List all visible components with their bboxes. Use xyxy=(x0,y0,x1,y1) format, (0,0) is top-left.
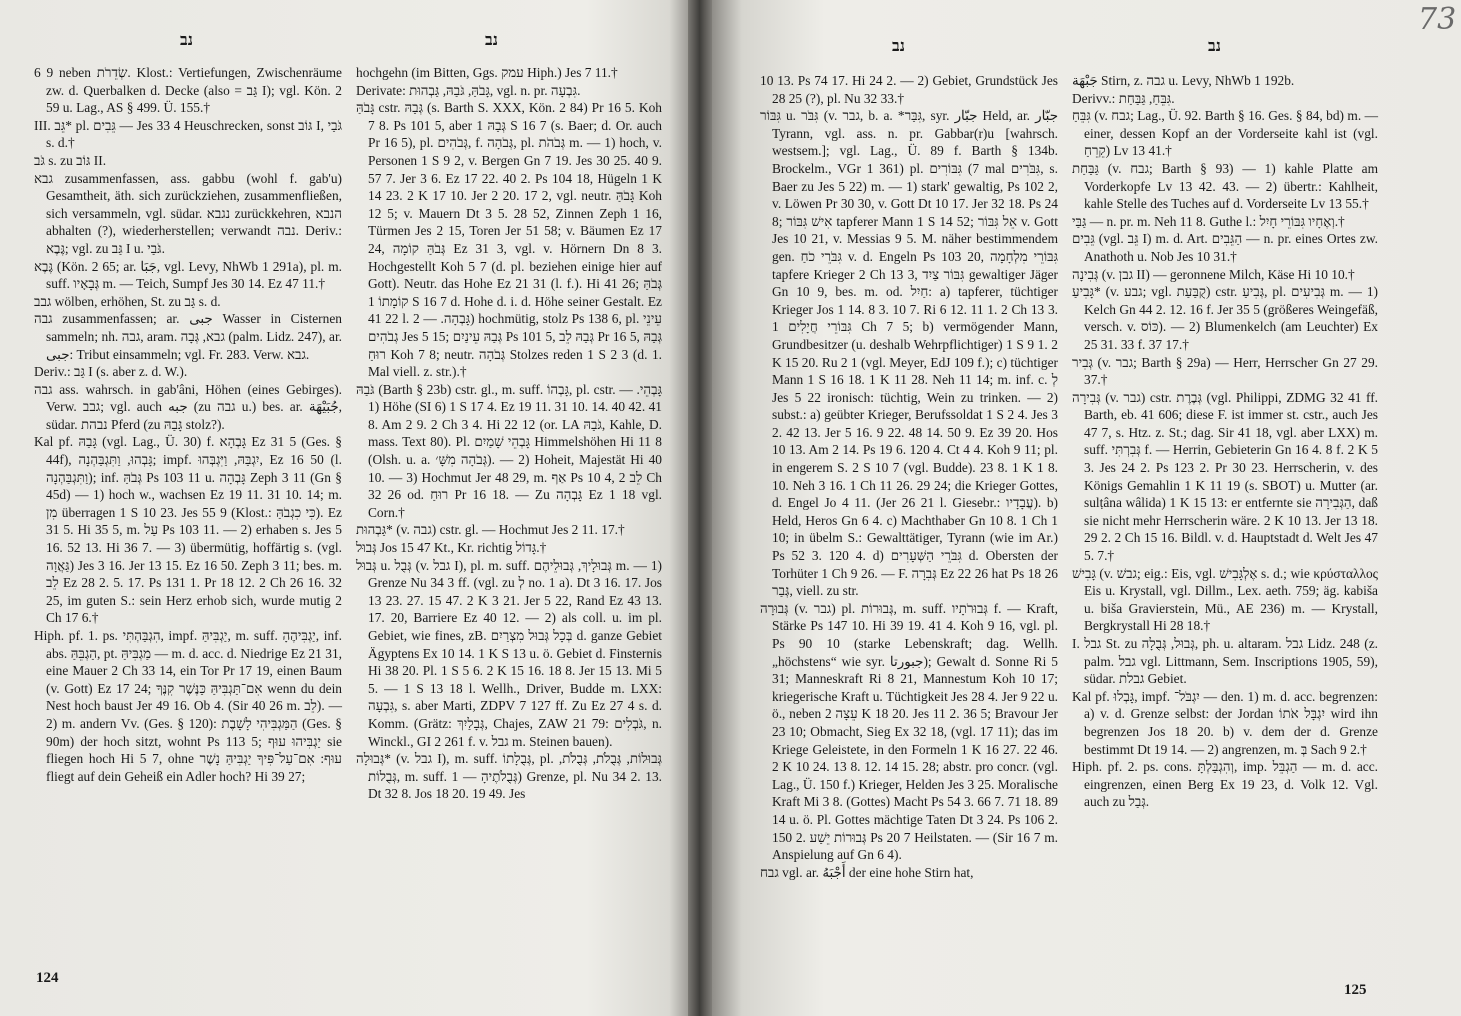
dictionary-entry: גבח vgl. ar. أَجْبَهُ der eine hohe Stirn hat, xyxy=(760,864,974,880)
page-number: 124 xyxy=(36,970,59,986)
dictionary-entry: גָּבִיעַ* (v. גבע; vgl. קֻבַּעַת) cstr. גְּבִיעַ, pl. גְּבִיעִים m. — 1) Kelch Gn 44 2. 12. 16 f. Jer 35 5 (größeres Weingefäß, versch. v. כּוֹס). — 2) Blumenkelch (am Leuchter) Ex 25 31. 33 f. 37 17.† xyxy=(1072,284,1378,352)
dictionary-entry: גְּבִינָה (v. גבן II) — geronnene Milch, Käse Hi 10 10.† xyxy=(1072,266,1355,282)
dictionary-entry: 10 13. Ps 74 17. Hi 24 2. — 2) Gebiet, Grundstück Jes 28 25 (?), pl. Nu 32 33.† xyxy=(760,73,1058,106)
dictionary-entry: גבה zusammenfassen; ar. جبى Wasser in Cisternen sammeln; nh. גבה, aram. גבא, גְּבָה (palm. Lidz. 247), ar. جبى: Tribut einsammeln; vgl. Fr. 283. Verw. גבא. xyxy=(34,311,343,362)
dictionary-entry: גַּבְהוּת* (v. גבה) cstr. gl. — Hochmut Jes 2 11. 17.† xyxy=(356,522,625,538)
dictionary-entry: III. גֵּב* pl. גֵּבִים — Jes 33 4 Heuschrecken, sonst גּוֹב I, גֹּבַי s. d.† xyxy=(34,117,342,151)
dictionary-entry: גֹּב s. zu גּוֹב II. xyxy=(34,152,107,168)
dictionary-entry: גבב wölben, erhöhen, St. zu גַּב s. d. xyxy=(34,293,221,309)
handwritten-page-note: 73 xyxy=(1418,2,1457,37)
column-1 xyxy=(34,64,342,785)
column-4 xyxy=(1072,72,1378,811)
dictionary-entry: גְּבוּל u. גְּבֻל (v. גבל I), pl. m. suff. גְּבוּלָיךְ, גְּבוּלֵיהֶם m. — 1) Grenze Nu 34 3 ff. (vgl. zu לְ no. 1 a). Dt 3 16. 17. Jos 13 23. 27. 15 47. 2 K 3 21. Jer 5 22, Rand Ez 43 13. 17. 20, Barriere Ez 40 12. — 2) als coll. u. im pl. Gebiet, wie fines, zB. בְּכָל גְּבוּל מִצְרַיִם d. ganze Gebiet Ägyptens Ex 10 14. 1 K S 13 u. ö. Gebiet d. Finsternis Hi 38 20. Pl. 1 S 5 6. 2 K 15 16. 18 8. Jer 15 13. Mi 5 5. — 1 S 13 18 l. Wellh., Driver, Budde m. LXX: גִּבְעָה, s. aber Marti, ZDPV 7 127 ff. Zu Ez 27 4 s. d. Komm. (Grätz: גְּבָלַיִךְ, Chajes, ZAW 21 79: גֹּבְלִים, n. Winckl., GI 2 261 f. v. גבל m. Steinen bauen). xyxy=(356,557,663,749)
dictionary-entry: Hiph. pf. 2. ps. cons. וְהִגְבַּלְתָּ, imp. הַגְבֵּל — m. d. acc. eingrenzen, einen Berg Ex 19 23, d. Volk 12. Vgl. auch zu גְּבַל. xyxy=(1072,759,1379,810)
running-header: נב xyxy=(485,32,498,49)
dictionary-entry: גֹּבַהּ (Barth § 23b) cstr. gl., m. suff. גָּבְהוֹ, pl. cstr. גָּבְהֵי. — 1) Höhe (SI 6) 1 S 17 4. Ez 19 11. 31 10. 14. 40 42. 41 8. Am 2 9. 2 Ch 3 4. Hi 22 12 (or. LA גֹּבַהּ, Kahle, D. mass. Text 80). Pl. גָּבְהֵי שָׁמַיִם Himmelshöhen Hi 11 8 (Olsh. u. a. גְּבֹהָה מִשָּׁ׳). — 2) Hoheit, Majestät Hi 40 10. — 3) Hochmut Jer 48 29, m. אַף Ps 10 4, לֵב 2 Ch 32 26 od. רוּחַ Pr 16 18. — Zu גָּבְהָה Ez 1 18 vgl. Corn.† xyxy=(356,381,663,520)
dictionary-entry: جَبْهَة Stirn, z. גבה u. Levy, NhWb 1 192b. xyxy=(1072,73,1295,88)
dictionary-entry: 6 9 neben שְׂדֵרֹת. Klost.: Vertiefungen, Zwischenräume zw. d. Querbalken d. Decke (also = גַּב I); vgl. Kön. 2 59 u. Lag., AS § 499. Ü. 155.† xyxy=(34,65,343,116)
dictionary-entry: Hiph. pf. 1. ps. הִגְבַּהְתִּי, impf. יַגְבִּיהַּ, m. suff. יַגְבִּיהֶהָ, inf. abs. הַגְבֵּהַּ, pt. מַגְבִּיהַּ — m. d. acc. d. Niedrige Ez 21 31, eine Mauer 2 Ch 33 14, ein Tor Pr 17 19, einen Baum (v. Gott) Ez 17 24; אִם־תַּגְבִּיהַּ כַּנֶּשֶׁר קִנֶּךָ wenn du dein Nest hoch baust Jer 49 16. Ob 4. (Sir 40 26 m. לֵב). — 2) m. andern Vv. (Ges. § 120): הַמַּגְבִּיהִי לָשָׁבֶת (Ges. § 90m) der hoch sitzt, wohnt Ps 113 5; יַגְבִּיהוּ עוּף sie fliegen hoch Hi 5 7, ohne עוּף: אִם־עַל־פִּיךָ יַגְבִּיהַּ נָשֶׁר fliegt auf dein Geheiß ein Adler hoch? Hi 39 27; xyxy=(34,628,343,784)
running-header: נב xyxy=(1208,38,1221,55)
dictionary-entry: גבא zusammenfassen, ass. gabbu (wohl f. gab'u) Gesamtheit, äth. sich zurückziehen, zusammenfließen, sich versammeln, vgl. südar. נגבא zurückkehren, הנבא abhalten (?), wiederherstellen; verwandt נבה. Deriv.: גֶּבֶא; vgl. zu גַּב I u. גֹּבַי. xyxy=(34,170,342,256)
running-header: נב xyxy=(892,38,905,55)
dictionary-entry: hochgehn (im Bitten, Ggs. עמק Hiph.) Jes 7 11.† xyxy=(356,65,618,80)
dictionary-entry: Kal pf. גָּבְלוּ, impf. יִגְבֹּל־ — den. 1) m. d. acc. begrenzen: a) v. d. Grenze selbst: der Jordan יִגְבָּל אֹתוֹ wird ihn begrenzen Jos 18 20. b) v. dem der d. Grenze bestimmt Dt 19 14. — 2) angrenzen, m. בְּ Sach 9 2.† xyxy=(1072,688,1378,757)
page-number: 125 xyxy=(1344,982,1367,998)
dictionary-entry: גָּבֹהַּ cstr. גְּבַהּ (s. Barth S. XXX, Kön. 2 84) Pr 16 5. Koh 7 8. Ps 101 5, aber גְּבַהּ 1 S 16 7 (s. Baer; d. Or. auch Pr 16 5), pl. גְּבֹהִים, f. גְּבֹהָה, pl. גְּבֹהֹת m. — 1) hoch, v. Personen 1 S 9 2, v. Bergen Gn 7 19. Jes 30 25. 40 9. 57 7. Jer 3 6. Ez 17 22. 40 2. Ps 104 18, Hügeln 1 K 14 23. 2 K 17 10. Jer 2 20. 17 2, vgl. neutr. גָּבֹהַּ Koh 12 5; v. Mauern Dt 3 5. 28 52, Zinnen Zeph 1 16, Türmen Jes 2 15, Toren Jer 51 58; v. Bäumen Ez 17 24, גְּבֹהַּ קוֹמָה Ez 31 3, vgl. v. Hörnern Dn 8 3. Hochgestellt Koh 5 7 (d. pl. beziehen einige hier auf Gott). Neutr. das Hohe Ez 21 31 (l. f.). Hi 41 26; גְּבֹהַּ קוֹמָתוֹ 1 S 16 7 d. Hohe d. i. d. Höhe seiner Gestalt. Ez 41 22 l. גָּבְהָה. — 2) hochmütig, stolz Ps 138 6, pl. עֵינֵי גְבֹהִים Jes 5 15; גְּבַהּ עֵינַיִם Ps 101 5, גְּבַהּ לֵב Pr 16 5, גְּבַהּ רוּחַ Koh 7 8; neutr. גְּבֹהָה Stolzes reden 1 S 2 3 (d. 1. Mal viell. z. str.).† xyxy=(356,100,663,380)
dictionary-entry: גְּבוּרָה (v. גבר) pl. גְּבוּרוֹת, m. suff. גְּבוּרֹתָיו f. — Kraft, Stärke Ps 147 10. Hi 39 19. 41 4. Koh 9 16, vgl. pl. Ps 90 10 (starke Lebenskraft; dag. Wellh. „höchstens“ wie syr. جبورتا); Gewalt d. Sonne Ri 5 31; Manneskraft Ri 8 21, Mannestum Koh 10 17; kriegerische Kraft u. Tüchtigkeit Jes 28 4. Jer 9 22 u. ö., neben עֵצָה 2 K 18 20. Jes 11 2. 36 5; Bravour Jer 23 10; Obmacht, Sieg Ex 32 18, (vgl. 17 11); das im Kriege Geleistete, in den Formeln 1 K 16 27. 22 46. 2 K 10 24. 13 8. 12. 14 15. 28; abstr. pro concr. (vgl. Lag., Ü. 150 f.) Krieger, Helden Jes 3 25. Moralische Kraft Mi 3 8. (Gottes) Macht Ps 54 3. 66 7. 71 18. 89 14 u. ö. Pl. Gottes mächtige Taten Dt 3 24. Ps 106 2. 150 2. גְּבוּרוֹת יֵשַׁע Ps 20 7 Heilstaten. — (Sir 16 7 m. Anspielung auf Gn 6 4). xyxy=(760,600,1059,863)
dictionary-entry: I. גבל St. zu גְּבוּל, גְּבֻלָה, ph. u. altaram. גבל Lidz. 248 (z. palm. גבל vgl. Littmann, Sem. Inscriptions 1905, 59), südar. גבלת Gebiet. xyxy=(1072,636,1379,687)
dictionary-entry: Derivv.: גִּבֵּחַ, גַּבַּחַת. xyxy=(1072,90,1175,106)
dictionary-entry: גַּבַּחַת (v. גבח; Barth § 93) — 1) kahle Platte am Vorderkopfe Lv 13 42. 43. — 2) übertr.: Kahlheit, kahle Stelle des Tuches auf d. Vorderseite Lv 13 55.† xyxy=(1072,160,1378,212)
dictionary-entry: גְּבוּלָה* (v. גבל I), m. suff. גְּבֻלָתוֹ, pl. גְּבוּלוֹת, גְּבֻלֹת, גְּבֻלֹת, גְּבֻלוֹת, m. suff. גְּבֻלֹתֶיהָ — 1) Grenze, pl. Nu 34 2. 13. Dt 32 8. Jos 18 20. 19 49. Jes xyxy=(356,751,662,802)
dictionary-entry: גבה ass. wahrsch. in gab'âni, Höhen (eines Gebirges). Verw. גבב; vgl. auch جبه (zu גבה u.) bes. ar. جُبَيْهَة, südar. נבהת Pferd (zu גָּבַהּ stolz?). xyxy=(34,381,342,432)
dictionary-entry: Derivate: גָּבֹהַּ, גֹּבַהּ, גַּבְהוּת, vgl. n. pr. גִּבְעָה. xyxy=(356,82,581,98)
running-header: נב xyxy=(180,32,193,49)
dictionary-entry: גֵּבִים (vgl. גֵּב I) m. d. Art. הַגֵּבִים — n. pr. eines Ortes zw. Anathoth u. Nob Jes 10 31.† xyxy=(1072,231,1378,264)
dictionary-entry: גֶּבֶא (Kön. 2 65; ar. جَبَا, vgl. Levy, NhWb 1 291a), pl. m. suff. גְּבָאָיו m. — Teich, Sumpf Jes 30 14. Ez 47 11.† xyxy=(34,258,342,292)
dictionary-entry: גְּבִירָה (v. גבר) cstr. גְּבֶרֶת (vgl. Philippi, ZDMG 32 41 ff. Barth, eb. 41 606; diese F. ist immer st. cstr., auch Jes 47 7, s. Htz. z. St.; dag. Sir 41 18, vgl. aber LXX) m. suff. גְּבִרְתִּי f. — Herrin, Gebieterin Gn 16 4. 8 f. 2 K 5 3. Jes 24 2. Ps 123 2. Pr 30 23. Herrscherin, v. des Königs Gemahlin 1 K 11 19 (s. SBOT) u. Mutter (ar. sulṭâna wâlida) 1 K 15 13: er entfernte sie הַגְּבִירָה, daß sie nicht mehr Herrscherin wäre. 2 K 10 13. Jer 13 18. 29 2. 2 Ch 15 16. Bildl. v. d. Hauptstadt d. Welt Jes 47 5. 7.† xyxy=(1072,389,1379,564)
book-gutter xyxy=(688,0,714,1016)
dictionary-entry: גִּבּוֹר u. גִּבֹּר (v. גבר, b. a. *גִּבַּר, syr. جبّار Held, ar. جبّار Tyrann, vgl. ass. n. pr. Gabbar(r)u [wahrsch. westsem.]; vgl. Lag., Ü. 89 f. Barth § 134b. Brockelm., VGr 1 361) pl. גִּבּוֹרִים (7 mal גִּבֹּרִים, s. Baer zu Jes 5 22) m. — 1) stark' gewaltig, Ps 102 2, v. Löwen Pr 30 30, v. Gott Dt 10 17. Jer 32 18. Ps 24 8; אִישׁ גִּבּוֹר tapferer Mann 1 S 14 52; אֵל גִּבּוֹר v. Gott Jes 10 21, v. Messias 9 5. M. näher bestimmendem gen. גִּבֹּרֵי כֹחַ v. d. Engeln Ps 103 20, גִּבּוֹרֵי מִלְחָמָה tapfere Krieger 2 Ch 13 3, גִּבּוֹר צַיִד gewaltiger Jäger Gn 10 9, bes. m. od. חַיִל: a) tapferer, tüchtiger Krieger Jos 1 14. 8 3. 10 7. Ri 6 12. 11 1. 2 Ch 13 3. גִּבּוֹרֵי חֲיָלִים 1 Ch 7 5; b) vermögender Mann, Grundbesitzer (u. deshalb Wehrpflichtiger) 1 S 9 1. 2 K 15 20. Ru 2 1 (vgl. Meyer, EdJ 109 f.); c) tüchtiger Mann 1 S 16 18. 1 K 11 28. Neh 11 14; m. inf. c. לְ Jes 5 22 ironisch: tüchtig, Wein zu trinken. — 2) subst.: a) geübter Krieger, Berufssoldat 1 S 2 4. Jes 3 2. 42 13. Jer 5 16. 9 22. 48 14. 50 9. Ez 39 20. Hos 10 13. Am 2 14. Ps 19 6. 120 4. Ct 4 4. Koh 9 11; pl. in engerem S. 2 S 10 7 (vgl. Budde). 23 8. 1 K 1 8. 10. Neh 3 16. 1 Ch 11 26. 29 24; die Krieger Gottes, d. Engel Jo 4 11. (Jer 26 21 l. Giesebr.: עֲבָדָיו). b) Held, Heros Gn 6 4. c) Machthaber Gn 10 8. 1 Ch 1 10; in übelm S.: Gewalttätiger, Tyrann (wie im Ar.) Ps 52 3. 120 4. d) גִּבֹּרֵי הַשְּׁעָרִים d. Obersten der Torhüter 1 Ch 9 26. — F. גְּבִרָה Ez 22 26 hat Ps 18 26 גְּבַר, viell. zu str. xyxy=(760,108,1059,599)
dictionary-entry: גְּבוּל Jos 15 47 Kt., Kr. richtig גָּדוֹל.† xyxy=(356,540,547,556)
column-2 xyxy=(356,64,662,803)
dictionary-entry: גַּבַּי — n. pr. m. Neh 11 8. Guthe l.: וְאֶחָיו גִּבּוֹרֵי חָיִל.† xyxy=(1072,213,1345,229)
dictionary-entry: גְּבִיר (v. גבר; Barth § 29a) — Herr, Herrscher Gn 27 29. 37.† xyxy=(1072,354,1378,388)
dictionary-entry: גָּבִישׁ (v. גבשׁ; eig.: Eis, vgl. אֶלְגָּבִישׁ s. d.; wie κρύσταλλος Eis u. Krystall, vgl. Dillm., Lex. aeth. 759; äg. kabiša u. biša Gravierstein, Mü., AE 236) m. — Krystall, Bergkrystall Hi 28 18.† xyxy=(1072,565,1378,634)
dictionary-entry: Kal pf. גָּבַהּ (vgl. Lag., Ü. 30) f. גָּבְהָא Ez 31 5 (Ges. § 44f), גָּבְהוּ, וַתִּגְבַּהְנָה; impf. יִגְבַּהּ, וַיִּגְבְּהוּ, Ez 16 50 (l. וַתִּגְבַּהְנָה); inf. גְּבֹהַּ Ps 103 11 u. גָּבְהָה Zeph 3 11 (Gn § 45d) — 1) hoch w., wachsen Ez 19 11. 31 10. 14; m. מִן überragen 1 S 10 23. Jes 55 9 (Klost.: כִּי כִגְבֹהַּ). Ez 31 5. Hi 35 5, m. עַל Ps 103 11. — 2) erhaben s. Jes 5 16. 52 13. Hi 36 7. — 3) übermütig, hoffärtig s. (vgl. גַּאֲוָה) Jes 3 16. Jer 13 15. Ez 16 50. Zeph 3 11; bes. m. לֵב Ez 28 2. 5. 17. Ps 131 1. Pr 18 12. 2 Ch 26 16. 32 25, im guten S.: sein Herz erhob sich, wurde mutig 2 Ch 17 6.† xyxy=(34,434,342,626)
dictionary-entry: Deriv.: גַּב I (s. aber z. d. W.). xyxy=(34,364,188,380)
column-3 xyxy=(760,72,1058,881)
dictionary-entry: גִּבֵּחַ (v. גבח; Lag., Ü. 92. Barth § 16. Ges. § 84, bd) m. — einer, dessen Kopf an der Vorderseite kahl ist (vgl. קֵרֵחַ) Lv 13 41.† xyxy=(1072,108,1378,159)
